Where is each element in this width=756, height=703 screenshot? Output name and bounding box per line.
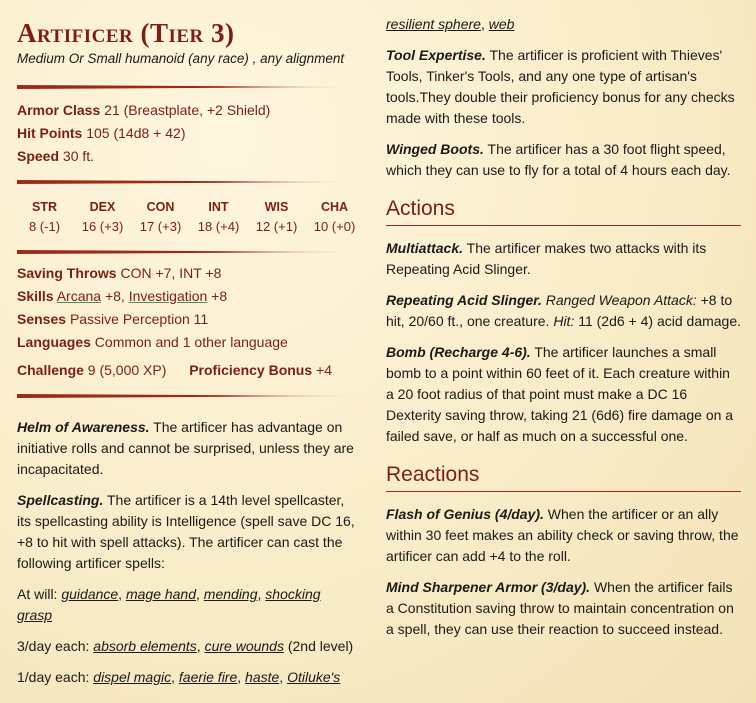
trait-name: Helm of Awareness.	[17, 419, 150, 435]
monster-type: Medium Or Small humanoid (any race) , any alignment	[17, 51, 345, 66]
action-text: The artificer makes two attacks with its Repeating Acid Slinger.	[386, 240, 707, 277]
ability-score: 17 (+3)	[139, 219, 182, 234]
ability-name: WIS	[264, 200, 289, 214]
trait-text: The artificer has a 30 foot flight speed, which they can use to fly for a total of 4 hours each day.	[386, 141, 731, 178]
reaction-text: When the artificer or an ally within 30 feet makes an ability check or saving throw, the artificer can add +4 to the roll.	[386, 506, 739, 564]
proficiency-label: Proficiency Bonus	[189, 362, 313, 378]
spell-link[interactable]: Otiluke's	[287, 669, 341, 685]
ability-name: CON	[146, 200, 175, 214]
spell-link[interactable]: guidance	[61, 586, 119, 602]
speed-value: 30 ft.	[62, 148, 95, 164]
action-name: Bomb (Recharge 4-6).	[386, 344, 531, 360]
attack-type: Ranged Weapon Attack:	[541, 292, 697, 308]
speed-label: Speed	[17, 148, 60, 164]
monster-name: Artificer (Tier 3)	[17, 18, 235, 48]
trait-name: Winged Boots.	[386, 141, 484, 157]
action-name: Multiattack.	[386, 240, 464, 256]
trait-name: Tool Expertise.	[386, 47, 486, 63]
skills-label: Skills	[17, 288, 54, 304]
details-block	[17, 262, 357, 382]
ability-int	[191, 198, 246, 238]
action-name: Repeating Acid Slinger.	[386, 292, 542, 308]
ability-name: CHA	[320, 200, 349, 214]
trait-winged-boots	[386, 139, 741, 181]
divider	[17, 180, 357, 184]
hit-label: Hit:	[553, 313, 575, 329]
spell-link[interactable]: shocking grasp	[17, 586, 321, 623]
ability-name: DEX	[89, 200, 116, 214]
reaction-name: Flash of Genius (4/day).	[386, 506, 544, 522]
senses-value: Passive Perception 11	[69, 311, 209, 327]
spell-link[interactable]: dispel magic	[93, 669, 172, 685]
action-text: +8 to hit, 20/60 ft., one creature.	[386, 292, 733, 329]
divider	[17, 394, 357, 398]
skill-bonus: +8,	[104, 288, 125, 304]
action-bomb	[386, 342, 741, 447]
ability-name: INT	[208, 200, 229, 214]
ability-con	[133, 198, 188, 238]
divider	[17, 85, 357, 89]
action-acid-slinger	[386, 290, 741, 332]
hp-value: 105 (14d8 + 42)	[86, 125, 186, 141]
spells-1-day-continued: resilient sphere, web	[386, 16, 515, 32]
actions-heading: Actions	[386, 197, 741, 226]
challenge-value: 9 (5,000 XP)	[87, 362, 167, 378]
reactions-heading: Reactions	[386, 463, 741, 492]
skill-investigation-link[interactable]: Investigation	[128, 288, 208, 304]
spell-link[interactable]: cure wounds	[204, 638, 284, 654]
action-multiattack	[386, 238, 741, 280]
trait-text: The artificer has advantage on initiative rolls and cannot be surprised, unless they are incapacitated.	[17, 419, 354, 477]
reaction-flash-of-genius	[386, 504, 741, 567]
ability-score: 18 (+4)	[197, 219, 240, 234]
trait-spellcasting	[17, 490, 357, 574]
ability-name: STR	[32, 200, 57, 214]
spell-link[interactable]: mending	[203, 586, 258, 602]
ability-score: 16 (+3)	[81, 219, 124, 234]
challenge-row	[17, 359, 332, 382]
spell-frequency: 3/day each:	[17, 638, 94, 654]
action-text: 11 (2d6 + 4) acid damage.	[574, 313, 742, 329]
senses-label: Senses	[17, 311, 67, 327]
ability-score: 10 (+0)	[313, 219, 356, 234]
languages-label: Languages	[17, 334, 91, 350]
left-column	[17, 0, 357, 688]
spell-link[interactable]: mage hand	[125, 586, 197, 602]
challenge-label: Challenge	[17, 362, 84, 378]
spells-1-day: 1/day each: dispel magic, faerie fire, haste, Otiluke's	[17, 669, 341, 685]
spell-link[interactable]: resilient sphere	[386, 16, 481, 32]
ability-dex	[75, 198, 130, 238]
divider	[17, 250, 357, 254]
spells-3-day: 3/day each: absorb elements, cure wounds (2nd level)	[17, 638, 354, 654]
spell-frequency: At will:	[17, 586, 62, 602]
saves-label: Saving Throws	[17, 265, 117, 281]
ability-score: 12 (+1)	[255, 219, 298, 234]
proficiency-value: +4	[316, 362, 332, 378]
ac-value: 21 (Breastplate, +2 Shield)	[104, 102, 271, 118]
action-text: The artificer launches a small bomb to a point within 60 feet of it. Each creature within a 20 foot radius of that point must make a DC 16 Dexterity saving throw, taking 21 (6d6) fire damage on a failed save, or half as much on a successful one.	[386, 344, 734, 444]
spells-at-will: At will: guidance, mage hand, mending, shocking grasp	[17, 586, 321, 623]
trait-tool-expertise	[386, 45, 741, 129]
skill-arcana-link[interactable]: Arcana	[56, 288, 102, 304]
reaction-name: Mind Sharpener Armor (3/day).	[386, 579, 591, 595]
ability-wis	[249, 198, 304, 238]
reaction-mind-sharpener	[386, 577, 741, 640]
ability-cha	[307, 198, 362, 238]
ac-label: Armor Class	[17, 102, 101, 118]
trait-name: Spellcasting.	[17, 492, 104, 508]
spell-link[interactable]: absorb elements	[93, 638, 197, 654]
hp-label: Hit Points	[17, 125, 83, 141]
saves-value: CON +7, INT +8	[120, 265, 222, 281]
languages-value: Common and 1 other language	[94, 334, 288, 350]
skill-bonus: +8	[211, 288, 228, 304]
ability-score: 8 (-1)	[28, 219, 61, 234]
spell-link[interactable]: haste	[245, 669, 280, 685]
trait-text: The artificer is proficient with Thieves' Tools, Tinker's Tools, and any one type of artisan's tools.They double their proficiency bonus for any checks made with these tools.	[386, 47, 735, 126]
reaction-text: When the artificer fails a Constitution saving throw to maintain concentration on a spell, they can use their reaction to succeed instead.	[386, 579, 734, 637]
basics-block	[17, 99, 357, 168]
spell-level: (2nd level)	[283, 638, 354, 654]
spell-link[interactable]: web	[488, 16, 515, 32]
ability-str	[17, 198, 72, 238]
spell-link[interactable]: faerie fire	[178, 669, 238, 685]
right-column	[386, 0, 741, 640]
trait-text: The artificer is a 14th level spellcaster, its spellcasting ability is Intelligence (spell save DC 16, +8 to hit with spell attacks). The artificer can cast the following artificer spells:	[17, 492, 355, 571]
ability-scores	[17, 198, 362, 238]
trait-helm	[17, 417, 357, 480]
spell-frequency: 1/day each:	[17, 669, 94, 685]
